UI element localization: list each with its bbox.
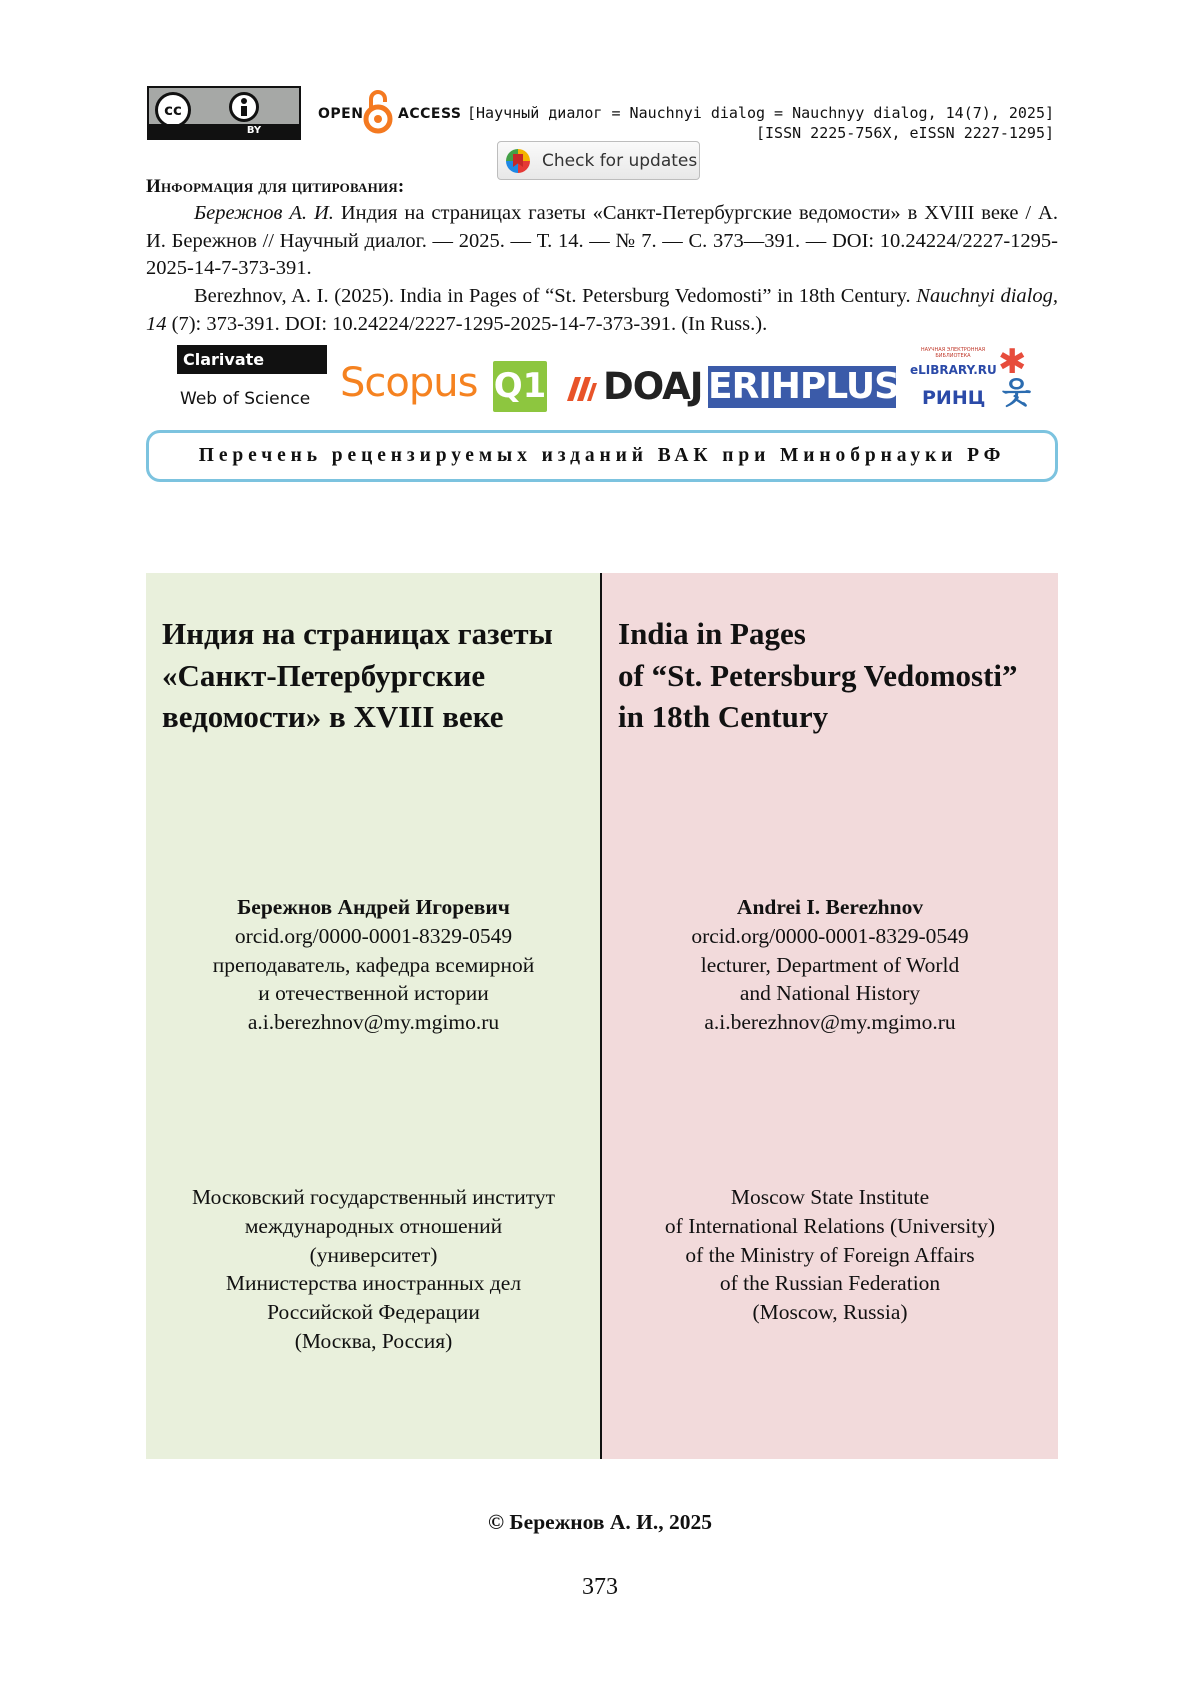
affiliation-line: Московский государственный институт [192, 1185, 555, 1209]
affiliation-line: Российской Федерации [267, 1300, 480, 1325]
citation-english [146, 283, 1058, 338]
article-title-en [618, 613, 1038, 738]
affiliation-line: (Moscow, Russia) [752, 1300, 908, 1325]
check-for-updates-label: Check for updates [542, 151, 698, 171]
cc-by-license-badge [147, 86, 301, 140]
affiliation-line: международных отношений [244, 1213, 503, 1238]
person-icon: 웃 [1002, 376, 1031, 411]
doaj-logo: DOAJ [603, 365, 703, 408]
russian-column [146, 573, 601, 1459]
elibrary-rinc-logo [908, 342, 1031, 415]
title-line: of “St. Petersburg Vedomosti” [618, 657, 1018, 693]
author-email[interactable]: a.i.berezhnov@my.mgimo.ru [704, 1010, 956, 1035]
citation-ru-author: Бережнов А. И. [194, 202, 334, 224]
article-title-ru [162, 613, 582, 738]
open-access-lock-icon [363, 88, 393, 134]
author-name: Andrei I. Berezhnov [736, 895, 924, 919]
title-line: Индия на страницах газеты [162, 616, 553, 651]
author-position: and National History [739, 981, 921, 1006]
title-line: ведомости» в XVIII веке [162, 699, 504, 734]
citation-heading: Информация для цитирования: [146, 176, 405, 197]
citation-en-journal: Nauchnyi dialog, 14 [146, 285, 1058, 335]
page-number: 373 [582, 1574, 618, 1600]
rinc-label: РИНЦ [922, 387, 986, 409]
affiliation-line: (университет) [309, 1242, 438, 1267]
citation-russian [146, 200, 1058, 283]
author-position: преподаватель, кафедра всемирной [212, 952, 535, 977]
author-info-en [602, 893, 1058, 1037]
open-access-right-word: ACCESS [398, 106, 462, 122]
elibrary-label: eLIBRARY.RU [910, 363, 997, 377]
orcid-link[interactable]: orcid.org/0000-0001-8329-0549 [234, 923, 513, 948]
author-position: и отечественной истории [258, 981, 489, 1006]
citation-en-text: Berezhnov, A. I. (2025). India in Pages of “St. Petersburg Vedomosti” in 18th Century. [194, 285, 917, 307]
vak-list-banner: Перечень рецензируемых изданий ВАК при Минобрнауки РФ [146, 430, 1058, 482]
open-access-left-word: OPEN [318, 106, 364, 122]
english-column [602, 573, 1058, 1459]
title-line: India in Pages [618, 616, 806, 651]
author-name: Бережнов Андрей Игоревич [237, 895, 510, 919]
journal-info [467, 103, 1054, 143]
affiliation-line: of International Relations (University) [664, 1213, 996, 1238]
affiliation-ru [146, 1183, 601, 1356]
affiliation-line: (Москва, Россия) [294, 1328, 453, 1353]
q1-quartile-badge: Q1 [493, 361, 547, 412]
cc-icon: cc [155, 92, 191, 128]
cc-by-label: BY [149, 124, 299, 138]
journal-title-line: [Научный диалог = Nauchnyi dialog = Nauchnyy dialog, 14(7), 2025] [467, 104, 1054, 122]
title-line: in 18th Century [618, 699, 829, 734]
author-email[interactable]: a.i.berezhnov@my.mgimo.ru [247, 1010, 500, 1035]
web-of-science-logo: Web of Science [180, 389, 311, 409]
check-for-updates-button[interactable] [497, 141, 700, 180]
scopus-logo: Scopus [340, 360, 478, 406]
title-line: «Санкт-Петербургские [162, 657, 486, 693]
crossmark-icon [506, 149, 530, 173]
elibrary-small-caption: НАУЧНАЯ ЭЛЕКТРОННАЯ БИБЛИОТЕКА [920, 347, 986, 359]
citation-ru-text: Индия на страницах газеты «Санкт-Петербургские ведомости» в XVIII веке / А. И. Бережнов // Научный диалог. — 2025. — Т. 14. — № 7. — С. 373—391. — DOI: 10.24224/2227-1295-2025-14-7-373-391. [146, 202, 1058, 279]
copyright-notice: © Бережнов А. И., 2025 [488, 1510, 712, 1534]
journal-issn-line: [ISSN 2225-756X, eISSN 2227-1295] [755, 124, 1054, 142]
clarivate-label: Clarivate [183, 350, 265, 369]
affiliation-line: Moscow State Institute [730, 1185, 930, 1209]
affiliation-en [602, 1183, 1058, 1327]
orcid-link[interactable]: orcid.org/0000-0001-8329-0549 [691, 923, 969, 948]
by-person-icon [229, 92, 259, 122]
asterisk-icon: ✱ [998, 342, 1027, 382]
affiliation-line: of the Russian Federation [719, 1271, 941, 1296]
erihplus-logo: ERIHPLUS [708, 366, 900, 407]
clarivate-logo [177, 345, 327, 374]
doaj-icon [563, 373, 599, 403]
open-access-logo [318, 88, 462, 138]
citation-en-text-end: (7): 373-391. DOI: 10.24224/2227-1295-2025-14-7-373-391. (In Russ.). [166, 312, 768, 335]
affiliation-line: Министерства иностранных дел [225, 1271, 522, 1296]
affiliation-line: of the Ministry of Foreign Affairs [685, 1242, 975, 1267]
author-position: lecturer, Department of World [700, 952, 960, 977]
author-info-ru [146, 893, 601, 1037]
